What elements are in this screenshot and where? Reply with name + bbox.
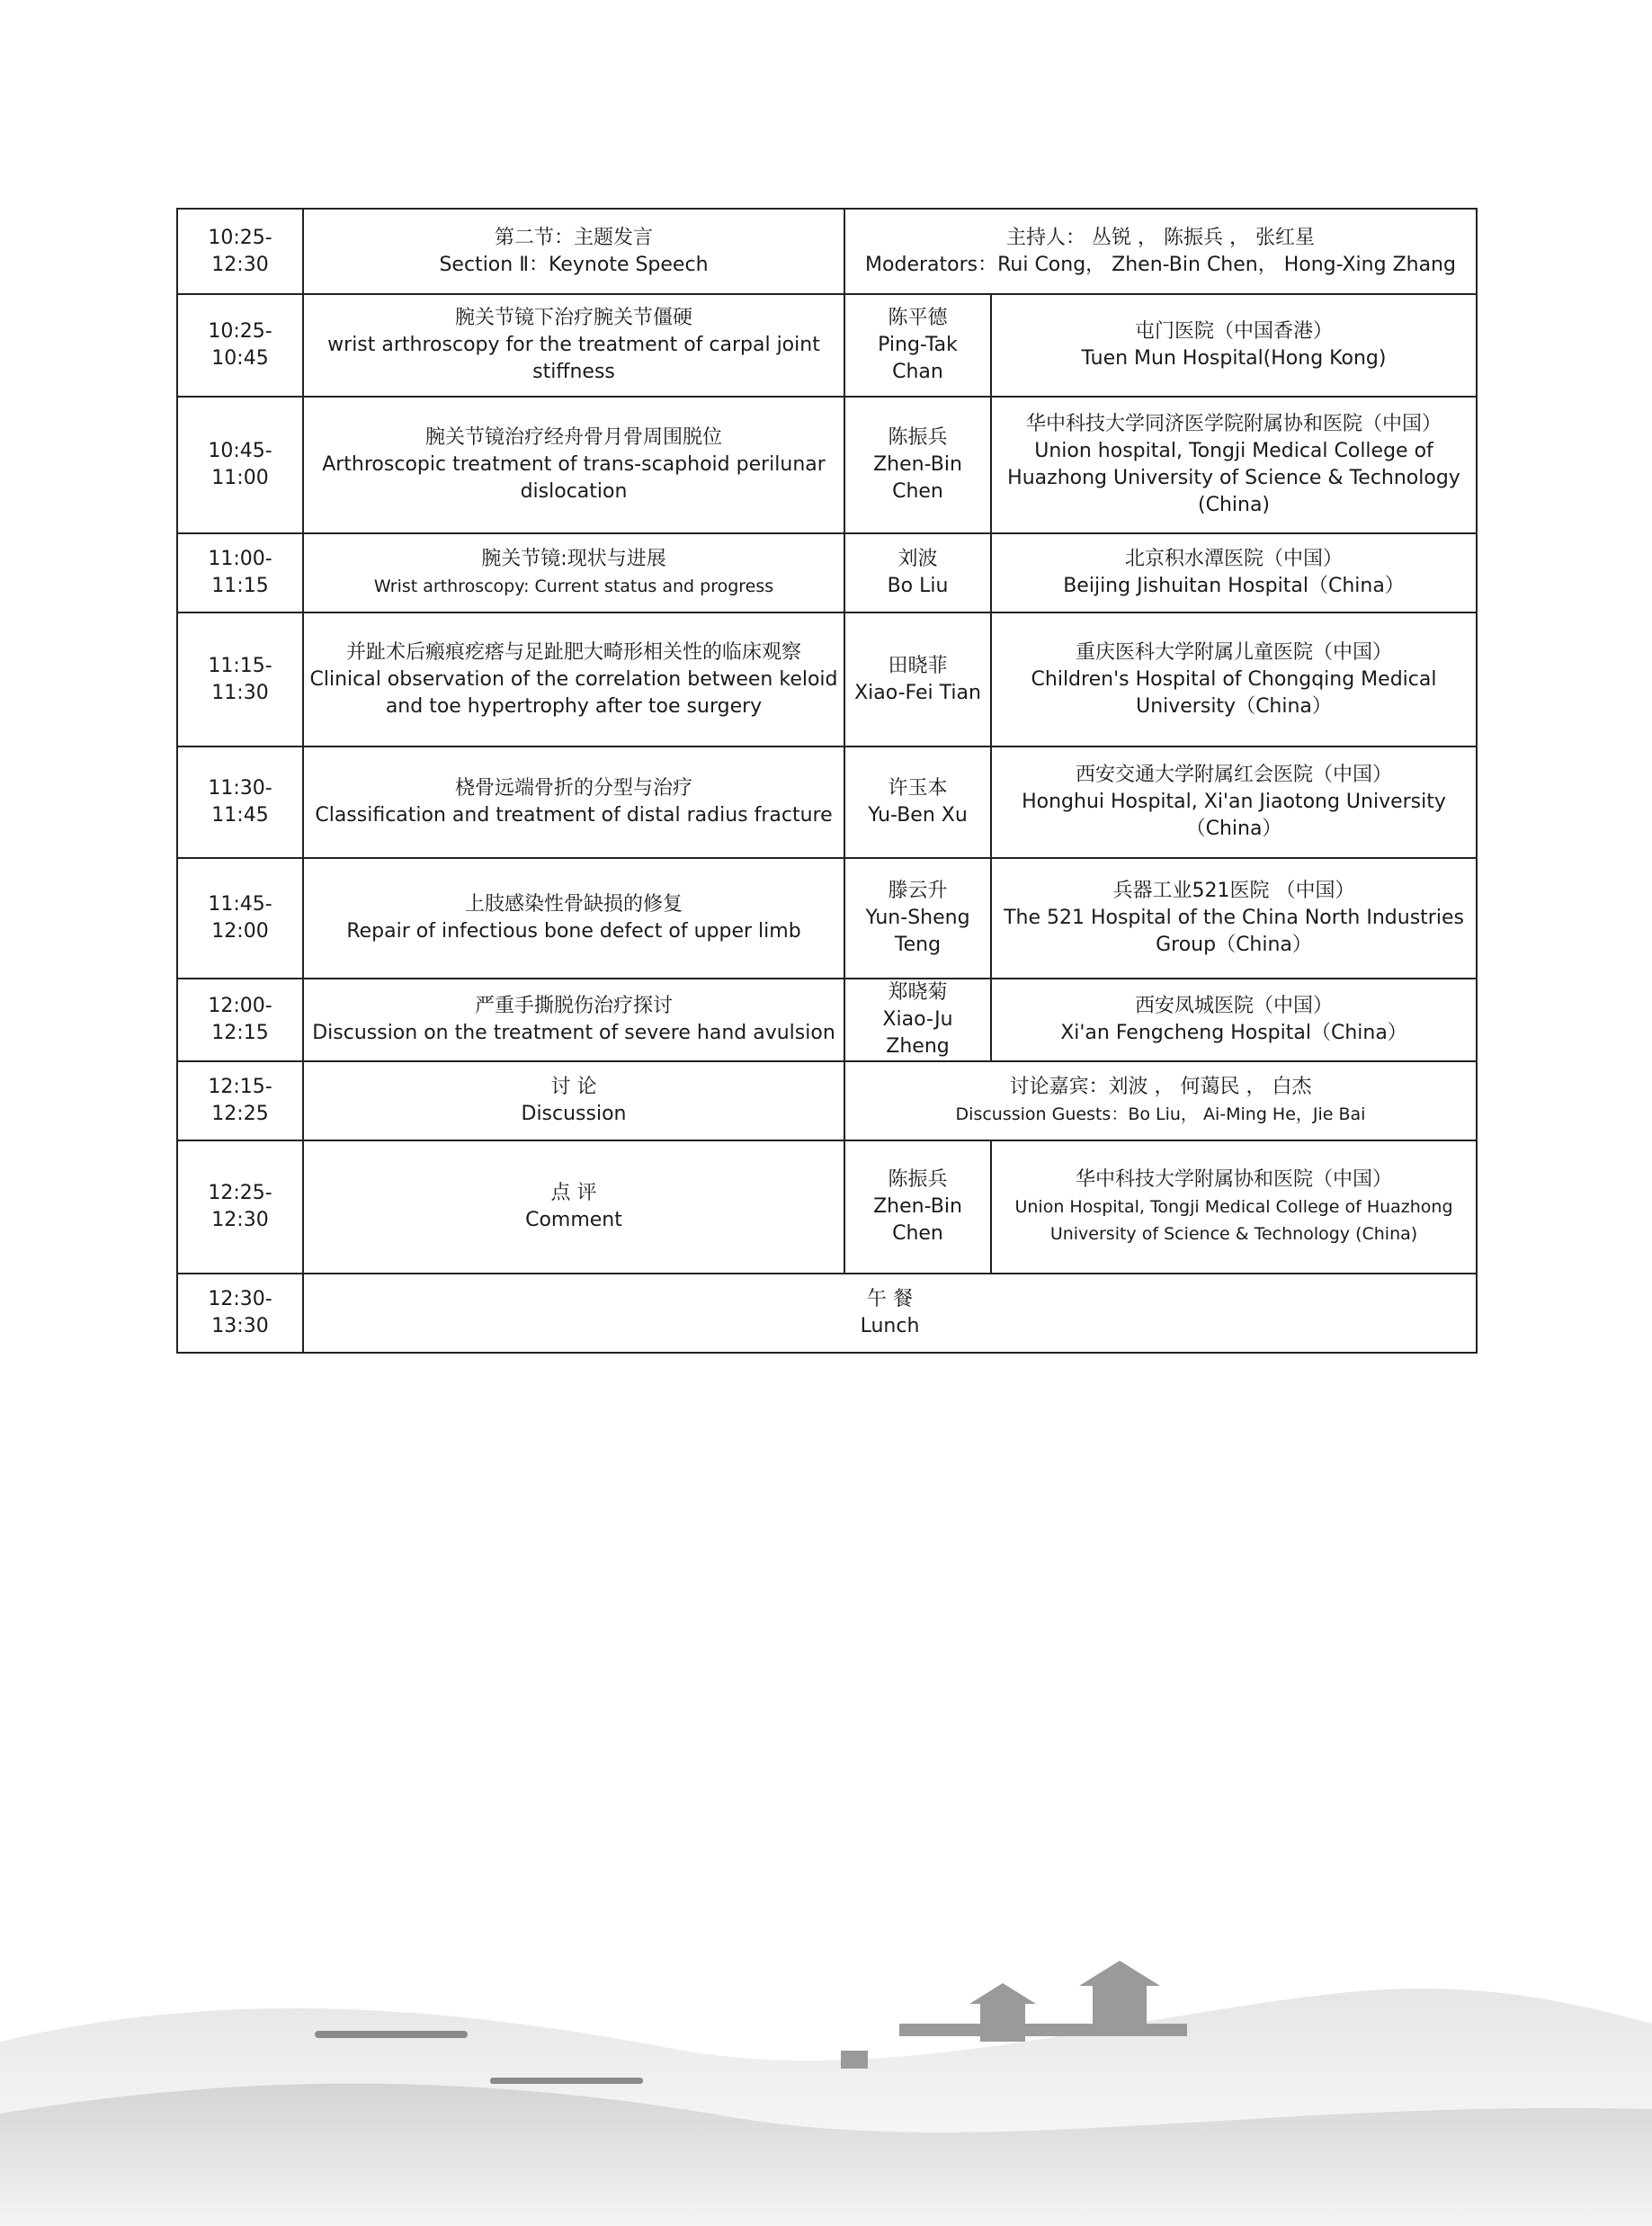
talk-title-zh: 腕关节镜:现状与进展 [481,548,666,570]
hospital-zh: 兵器工业521医院 （中国） [1112,880,1355,902]
hospital-zh: 华中科技大学附属协和医院（中国） [1076,1168,1393,1191]
hospital-cell [991,746,1477,858]
speaker-zh: 刘波 [897,548,938,570]
speaker-zh: 滕云升 [888,880,948,902]
speaker-zh: 陈振兵 [888,426,948,449]
talk-title-en: Wrist arthroscopy: Current status and progress [373,577,774,596]
speaker-zh: 陈平德 [888,307,948,329]
discussion-title-zh: 讨 论 [550,1076,597,1098]
speaker-en: Zhen-Bin Chen [873,1195,962,1245]
hospital-zh: 西安交通大学附属红会医院（中国） [1076,764,1393,786]
time-cell: 12:30-13:30 [177,1274,303,1353]
speaker-en: Zhen-Bin Chen [873,453,962,503]
talk-title-en: Clinical observation of the correlation between keloid and toe hypertrophy after toe surgery [309,667,838,718]
session-title-en: Section Ⅱ：Keynote Speech [439,253,709,276]
discussion-guests-cell [844,1061,1477,1140]
hospital-en: Xi'an Fengcheng Hospital（China） [1060,1022,1407,1044]
discussion-title-en: Discussion [521,1103,627,1125]
time-cell: 10:25-10:45 [177,294,303,397]
lunch-en: Lunch [860,1315,920,1337]
moderators-zh: 主持人： 丛锐 ， 陈振兵 ， 张红星 [1006,226,1315,249]
time-cell: 10:45-11:00 [177,397,303,533]
speaker-en: Xiao-Fei Tian [854,681,981,704]
speaker-cell [844,294,991,397]
time-cell: 11:00-11:15 [177,533,303,612]
time-cell: 12:15-12:25 [177,1061,303,1140]
hospital-cell [991,858,1477,979]
time-cell: 11:45-12:00 [177,858,303,979]
session-title-cell [303,209,844,294]
hospital-zh: 屯门医院（中国香港） [1135,320,1334,343]
time-cell: 11:30-11:45 [177,746,303,858]
talk-title-zh: 严重手撕脱伤治疗探讨 [474,995,673,1017]
talk-title-cell [303,397,844,533]
table-row [177,294,1477,397]
talk-title-cell [303,533,844,612]
speaker-cell [844,979,991,1061]
time-cell: 12:00-12:15 [177,979,303,1061]
speaker-zh: 陈振兵 [888,1168,948,1191]
hospital-en: Union Hospital, Tongji Medical College of Huazhong University of Science & Technology (China) [1014,1197,1453,1244]
talk-title-cell [303,979,844,1061]
talk-title-cell [303,294,844,397]
comment-title-zh: 点 评 [550,1182,597,1204]
talk-title-zh: 腕关节镜下治疗腕关节僵硬 [454,307,692,329]
moderators-cell [844,209,1477,294]
table-row [177,1061,1477,1140]
talk-title-zh: 上肢感染性骨缺损的修复 [464,893,683,916]
discussion-title-cell [303,1061,844,1140]
speaker-en: Xiao-Ju Zheng [882,1008,953,1058]
desert-landscape-illustration [0,1907,1652,2226]
time-cell: 12:25-12:30 [177,1140,303,1274]
lunch-cell [303,1274,1477,1353]
table-row [177,533,1477,612]
talk-title-en: Arthroscopic treatment of trans-scaphoid perilunar dislocation [322,453,826,503]
table-row [177,209,1477,294]
lunch-zh: 午 餐 [867,1288,913,1310]
hospital-zh: 北京积水潭医院（中国） [1125,548,1344,570]
hospital-en: Honghui Hospital, Xi'an Jiaotong University （China） [1022,791,1446,840]
hospital-en: Tuen Mun Hospital(Hong Kong) [1081,347,1387,370]
talk-title-cell [303,746,844,858]
talk-title-en: Repair of infectious bone defect of upper limb [346,920,801,943]
speaker-zh: 许玉本 [888,777,948,800]
moderators-en: Moderators：Rui Cong， Zhen-Bin Chen， Hong-Xing Zhang [865,253,1456,276]
speaker-cell [844,746,991,858]
guests-zh: 讨论嘉宾：刘波 ， 何蔼民 ， 白杰 [1009,1076,1312,1098]
speaker-en: Ping-Tak Chan [878,334,958,383]
hospital-zh: 重庆医科大学附属儿童医院（中国） [1076,640,1393,664]
time-cell: 10:25-12:30 [177,209,303,294]
table-row [177,746,1477,858]
hospital-en: Union hospital, Tongji Medical College of Huazhong University of Science & Technology (China) [1007,440,1460,516]
table-row [177,1140,1477,1274]
talk-title-zh: 腕关节镜治疗经舟骨月骨周围脱位 [424,426,722,449]
speaker-cell [844,533,991,612]
speaker-en: Bo Liu [887,575,949,597]
time-cell: 11:15-11:30 [177,612,303,746]
table-row [177,858,1477,979]
speaker-zh: 郑晓菊 [888,981,948,1004]
hospital-zh: 西安凤城医院（中国） [1135,995,1334,1017]
talk-title-cell [303,858,844,979]
comment-title-en: Comment [525,1209,622,1231]
talk-title-zh: 并趾术后瘢痕疙瘩与足趾肥大畸形相关性的临床观察 [345,640,801,664]
hospital-cell [991,1140,1477,1274]
hospital-en: Children's Hospital of Chongqing Medical University（China） [1031,667,1437,718]
hospital-cell [991,533,1477,612]
hospital-en: The 521 Hospital of the China North Industries Group（China） [1004,907,1464,956]
hospital-cell [991,612,1477,746]
hospital-en: Beijing Jishuitan Hospital（China） [1063,575,1405,597]
schedule-table [176,208,1478,1354]
comment-title-cell [303,1140,844,1274]
talk-title-en: Classification and treatment of distal radius fracture [315,804,833,827]
speaker-en: Yun-Sheng Teng [865,907,970,956]
guests-en: Discussion Guests：Bo Liu， Ai-Ming He，Jie Bai [955,1104,1366,1124]
speaker-cell [844,612,991,746]
talk-title-en: Discussion on the treatment of severe hand avulsion [312,1022,835,1044]
table-row [177,979,1477,1061]
speaker-cell [844,858,991,979]
table-row [177,612,1477,746]
hospital-cell [991,979,1477,1061]
session-title-zh: 第二节：主题发言 [494,226,653,249]
speaker-cell [844,1140,991,1274]
talk-title-zh: 桡骨远端骨折的分型与治疗 [454,777,692,800]
table-row [177,397,1477,533]
speaker-en: Yu-Ben Xu [868,804,968,827]
table-row [177,1274,1477,1353]
speaker-cell [844,397,991,533]
hospital-cell [991,397,1477,533]
talk-title-en: wrist arthroscopy for the treatment of carpal joint stiffness [327,334,820,383]
hospital-cell [991,294,1477,397]
talk-title-cell [303,612,844,746]
speaker-zh: 田晓菲 [888,654,948,677]
hospital-zh: 华中科技大学同济医学院附属协和医院（中国） [1026,413,1442,435]
